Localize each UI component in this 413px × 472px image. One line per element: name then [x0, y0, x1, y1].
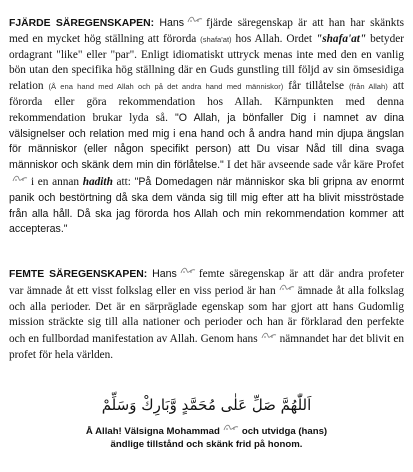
text-run: Hans	[159, 17, 185, 29]
text-run: att:	[116, 175, 131, 188]
text-run: att förorda eller göra rekommendation hos Allah. Kärnpunkten med denna rekommendation brukar lyda så.	[9, 80, 405, 124]
salutation-icon	[261, 331, 277, 340]
blessing-translation	[0, 423, 413, 451]
salutation-icon	[279, 283, 295, 292]
explanatory-note: (från Allah)	[348, 82, 388, 92]
salutation-icon	[180, 266, 196, 275]
text-run: I det här avseende sade vår käre Profet	[226, 159, 405, 172]
paragraph-fifth-characteristic	[9, 266, 404, 364]
text-run: ämnade åt alla folkslag och alla perioder. Det är en särpräglade egenskap som har gjort att hans Gudomlig mission sträckte sig till alla nationer och perioder och han är förklarad den perfekte och en fullbordad manifestation av Allah. Genom hans	[9, 284, 404, 346]
quoted-supplication: "O Allah, ja bönfaller Dig i namnet av dina välsignelser och relation med mig i ena hand och å andra hand min djupa ängslan för människor (eller någon specifikt person) att Du visar Nåd till dina svaga människor och skänk dem min din förlåtelse."	[9, 111, 405, 172]
text-run: i en annan	[31, 175, 80, 188]
arabic-blessing: اَللّٰهُمَّ صَلِّ عَلٰى مُحَمَّدٍ وَّبَارِكْ وَسَلِّمْ	[101, 396, 312, 414]
salutation-icon	[12, 174, 28, 183]
explanatory-note: (Å ena hand med Allah och på det andra hand med människor)	[48, 82, 284, 92]
salutation-icon	[223, 423, 239, 432]
text-run: fjärde säregenskap är att han har skänkts med en mycket hög ställning att förorda	[9, 17, 404, 45]
section-heading-fourth: FJÄRDE SÄREGENSKAPEN:	[9, 18, 155, 29]
text-run: får tillåtelse	[288, 80, 344, 93]
text-run: femte säregenskap är att där andra profeter var ämnade åt ett visst folkslag eller en viss period är han	[9, 268, 404, 297]
text-run: hos Allah. Ordet	[235, 32, 313, 45]
salutation-icon	[187, 15, 203, 24]
quoted-hadith: "På Domedagen när människor ska bli gripna av enormt panik och bestörtning då ska dem vända sig till mig efter att ha blivit misströstade från alla håll. Då ska jag förorda hos Allah och min rekommendation kommer att accepteras."	[9, 175, 405, 236]
paragraph-fourth-characteristic	[9, 15, 404, 238]
text-run: nämnandet har det blivit en profet för hela världen.	[9, 333, 404, 361]
transliteration-note: (shafa'at)	[200, 34, 232, 44]
caption-text: Å Allah! Välsigna Mohammad	[85, 426, 220, 437]
text-run: Hans	[152, 268, 177, 280]
arabic-term: hadith	[82, 175, 113, 188]
arabic-term: "shafa'at"	[315, 32, 367, 45]
caption-text: och utvidga (hans)	[241, 426, 328, 437]
text-run: betyder ordagrant "like" eller "par". Enligt idiomatiskt uttryck menas inte med den en vanlig bön utan den specifika hög ställning där en Guds gunstling till följd av sin ömsesidiga relation	[9, 32, 404, 93]
section-heading-fifth: FEMTE SÄREGENSKAPEN:	[9, 269, 148, 280]
caption-text: ändlige tillstånd och skänk frid på honom.	[110, 439, 303, 450]
